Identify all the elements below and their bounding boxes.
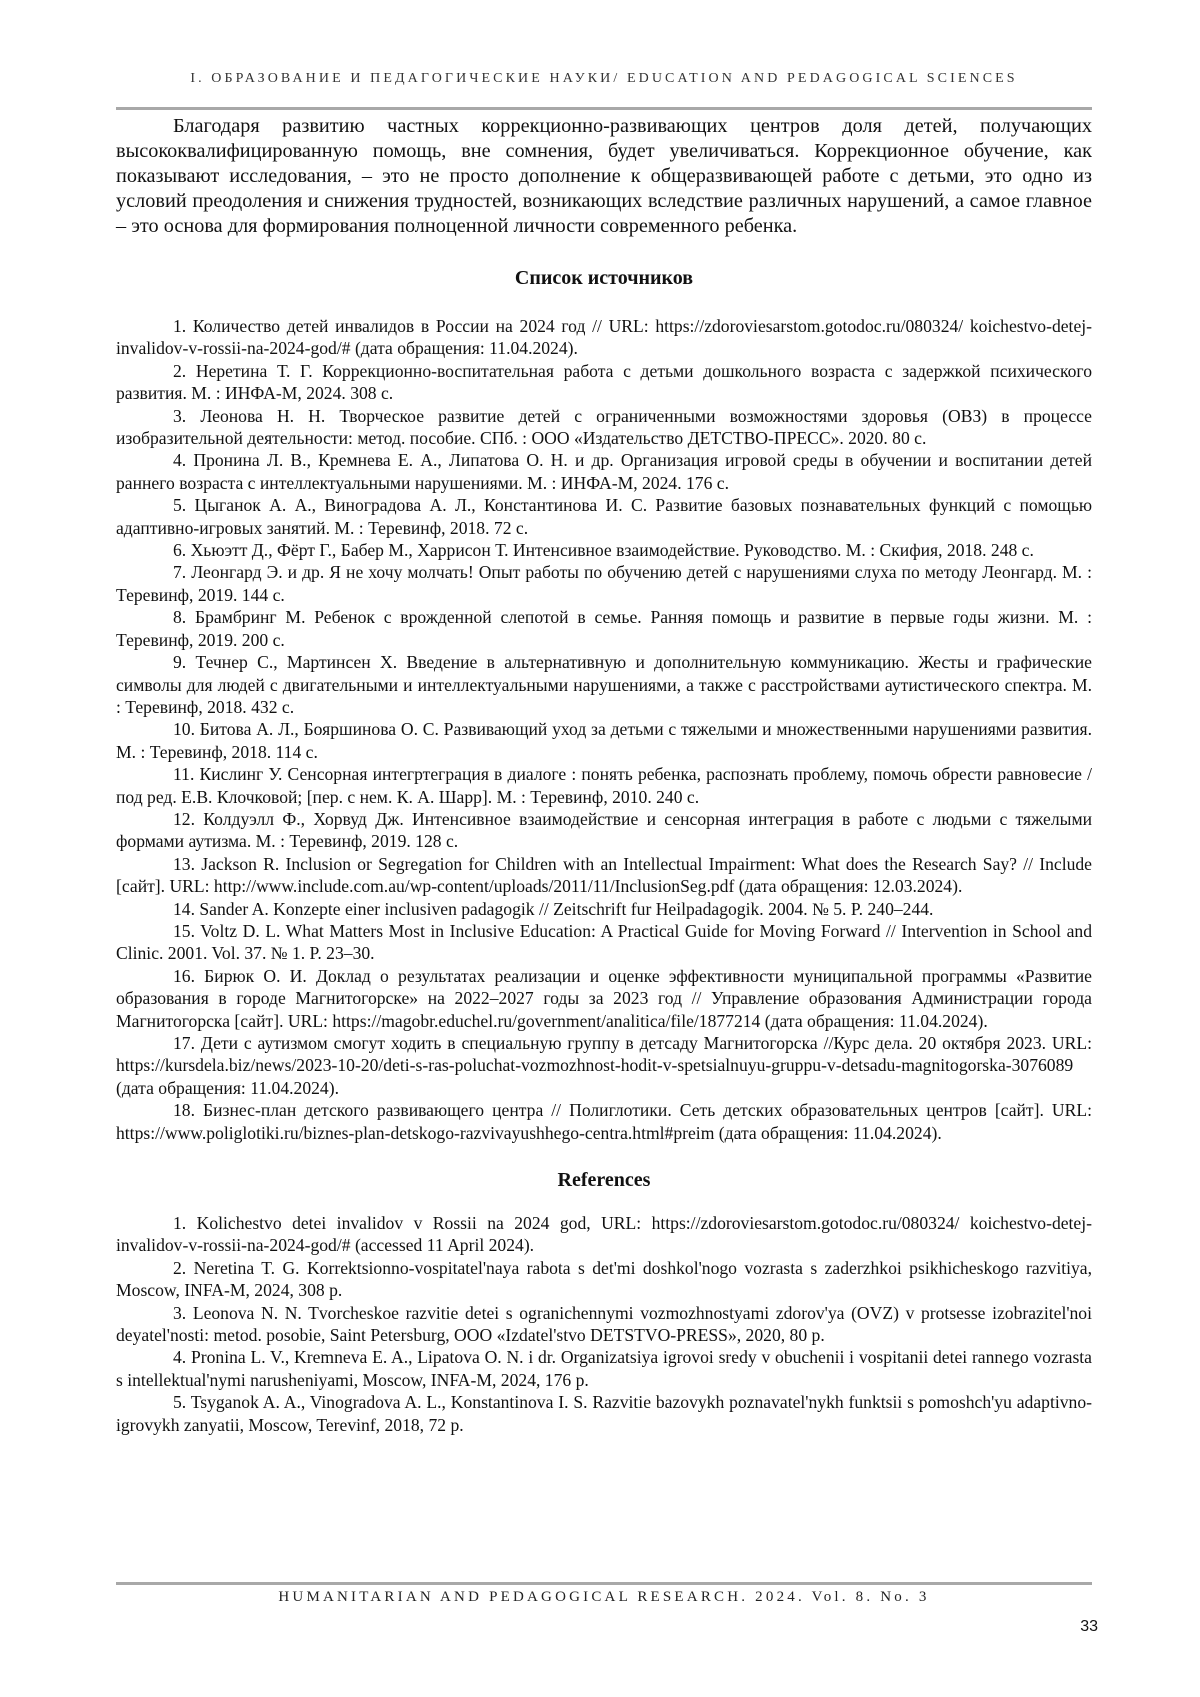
journal-page (116, 0, 1098, 1697)
source-item: 15. Voltz D. L. What Matters Most in Inclusive Education: A Practical Guide for Moving Forward // Intervention in School and Clinic. 2001. Vol. 37. № 1. P. 23–30. (116, 920, 1092, 964)
reference-item: 2. Neretina T. G. Korrektsionno-vospitatel'naya rabota s det'mi doshkol'nogo vozrasta s zaderzhkoi psikhicheskogo razvitiya, Moscow, INFA-M, 2024, 308 p. (116, 1257, 1092, 1301)
page-content (116, 114, 1092, 1436)
source-item: 7. Леонгард Э. и др. Я не хочу молчать! Опыт работы по обучению детей с нарушениями слуха по методу Леонгард. М. : Теревинф, 2019. 144 с. (116, 562, 1092, 605)
source-item: 9. Течнер С., Мартинсен Х. Введение в альтернативную и дополнительную коммуникацию. Жесты и графические символы для людей с двигательными и интеллектуальными нарушениями, а также с расстройствами аутистического спектра. М. : Теревинф, 2018. 432 с. (116, 652, 1092, 717)
source-item: 8. Брамбринг М. Ребенок с врожденной слепотой в семье. Ранняя помощь и развитие в первые годы жизни. М. : Теревинф, 2019. 200 с. (116, 607, 1092, 650)
reference-item: 1. Kolichestvo detei invalidov v Rossii na 2024 god, URL: https://zdoroviesarstom.gotodoc.ru/080324/ koichestvo-detej-invalidov-v-rossii-na-2024-god/# (accessed 11 April 2024). (116, 1213, 1092, 1256)
source-item: 10. Битова А. Л., Бояршинова О. С. Развивающий уход за детьми с тяжелыми и множественными нарушениями развития. М. : Теревинф, 2018. 114 с. (116, 719, 1092, 762)
reference-item: 4. Pronina L. V., Kremneva E. A., Lipatova O. N. i dr. Organizatsiya igrovoi sredy v obuchenii i vospitanii detei rannego vozrasta s intellektual'nymi narusheniyami, Moscow, INFA-M, 2024, 176 p. (116, 1347, 1092, 1390)
footer-divider (116, 1582, 1092, 1585)
source-item: 17. Дети с аутизмом смогут ходить в специальную группу в детсаду Магнитогорска //Курс дела. 20 октября 2023. URL: https://kursdela.biz/news/2023-10-20/deti-s-ras-poluchat-vozmozhnost-hodit-v-spetsialnuyu-gruppu-v-detsadu-magnitogorska-3076089 (дата обращения: 11.04.2024). (116, 1033, 1092, 1098)
references-title: References (557, 1169, 651, 1192)
page-number: 33 (1080, 1618, 1098, 1635)
source-item: 16. Бирюк О. И. Доклад о результатах реализации и оценке эффективности муниципальной программы «Развитие образования в городе Магнитогорске» на 2022–2027 годы за 2023 год // Управление образования Администрации города Магнитогорска [сайт]. URL: https://magobr.educhel.ru/government/analitica/file/1877214 (дата обращения: 11.04.2024). (116, 965, 1092, 1031)
source-item: 14. Sander A. Konzepte einer inclusiven padagogik // Zeitschrift fur Heilpadagogik. 2004. № 5. P. 240–244. (173, 898, 934, 919)
source-item: 18. Бизнес-план детского развивающего центра // Полиглотики. Сеть детских образовательных центров [сайт]. URL: https://www.poliglotiki.ru/biznes-plan-detskogo-razvivayushhego-centra.html#preim (дата обращения: 11.04.2024). (116, 1100, 1092, 1143)
intro-paragraph: Благодаря развитию частных коррекционно-развивающих центров доля детей, получающих высококвалифицированную помощь, вне сомнения, будет увеличиваться. Коррекционное обучение, как показывают исследования, – это не просто дополнение к общеразвивающей работе с детьми, это одно из условий преодоления и снижения трудностей, возникающих вследствие различных нарушений, а самое главное – это основа для формирования полноценной личности современного ребенка. (116, 115, 1092, 237)
running-header: I. ОБРАЗОВАНИЕ И ПЕДАГОГИЧЕСКИЕ НАУКИ/ EDUCATION AND PEDAGOGICAL SCIENCES (190, 71, 1018, 86)
references-list (116, 1212, 1092, 1436)
running-footer: HUMANITARIAN AND PEDAGOGICAL RESEARCH. 2024. Vol. 8. No. 3 (278, 1589, 930, 1605)
sources-title: Список источников (514, 267, 694, 289)
source-item: 12. Колдуэлл Ф., Хорвуд Дж. Интенсивное взаимодействие и сенсорная интеграция в работе с людьми с тяжелыми формами аутизма. М. : Теревинф, 2019. 128 с. (116, 808, 1092, 852)
source-item: 1. Количество детей инвалидов в России на 2024 год // URL: https://zdoroviesarstom.gotodoc.ru/080324/ koichestvo-detej-invalidov-v-rossii-na-2024-god/# (дата обращения: 11.04.2024). (116, 316, 1092, 359)
reference-item: 3. Leonova N. N. Tvorcheskoe razvitie detei s ogranichennymi vozmozhnostyami zdorov'ya (OVZ) v protsesse izobrazitel'noi deyatel'nosti: metod. posobie, Saint Petersburg, OOO «Izdatel'stvo DETSTVO-PRESS», 2020, 80 p. (116, 1302, 1092, 1346)
source-item: 4. Пронина Л. В., Кремнева Е. А., Липатова О. Н. и др. Организация игровой среды в обучении и воспитании детей раннего возраста с интеллектуальными нарушениями. М. : ИНФА-М, 2024. 176 с. (116, 450, 1092, 493)
sources-list (116, 315, 1092, 1144)
source-item: 11. Кислинг У. Сенсорная интегртеграция в диалоге : понять ребенка, распознать проблему, помочь обрести равновесие / под ред. Е.В. Клочковой; [пер. с нем. К. А. Шарр]. М. : Теревинф, 2010. 240 с. (116, 764, 1092, 807)
header-divider (116, 107, 1092, 110)
source-item: 2. Неретина Т. Г. Коррекционно-воспитательная работа с детьми дошкольного возраста с задержкой психического развития. М. : ИНФА-М, 2024. 308 с. (116, 360, 1092, 404)
source-item: 5. Цыганок А. А., Виноградова А. Л., Константинова И. С. Развитие базовых познавательных функций с помощью адаптивно-игровых занятий. М. : Теревинф, 2018. 72 с. (116, 495, 1092, 538)
source-item: 6. Хьюэтт Д., Фёрт Г., Бабер М., Харрисон Т. Интенсивное взаимодействие. Руководство. М. : Скифия, 2018. 248 с. (173, 540, 1034, 561)
reference-item: 5. Tsyganok A. A., Vinogradova A. L., Konstantinova I. S. Razvitie bazovykh poznavatel'nykh funktsii s pomoshch'yu adaptivno-igrovykh zanyatii, Moscow, Terevinf, 2018, 72 p. (116, 1392, 1092, 1435)
source-item: 3. Леонова Н. Н. Творческое развитие детей с ограниченными возможностями здоровья (ОВЗ) в процессе изобразительной деятельности: метод. пособие. СПб. : ООО «Издательство ДЕТСТВО-ПРЕСС». 2020. 80 с. (116, 405, 1092, 449)
source-item: 13. Jackson R. Inclusion or Segregation for Children with an Intellectual Impairment: What does the Research Say? // Include [сайт]. URL: http://www.include.com.au/wp-content/uploads/2011/11/InclusionSeg.pdf (дата обращения: 12.03.2024). (116, 853, 1092, 897)
